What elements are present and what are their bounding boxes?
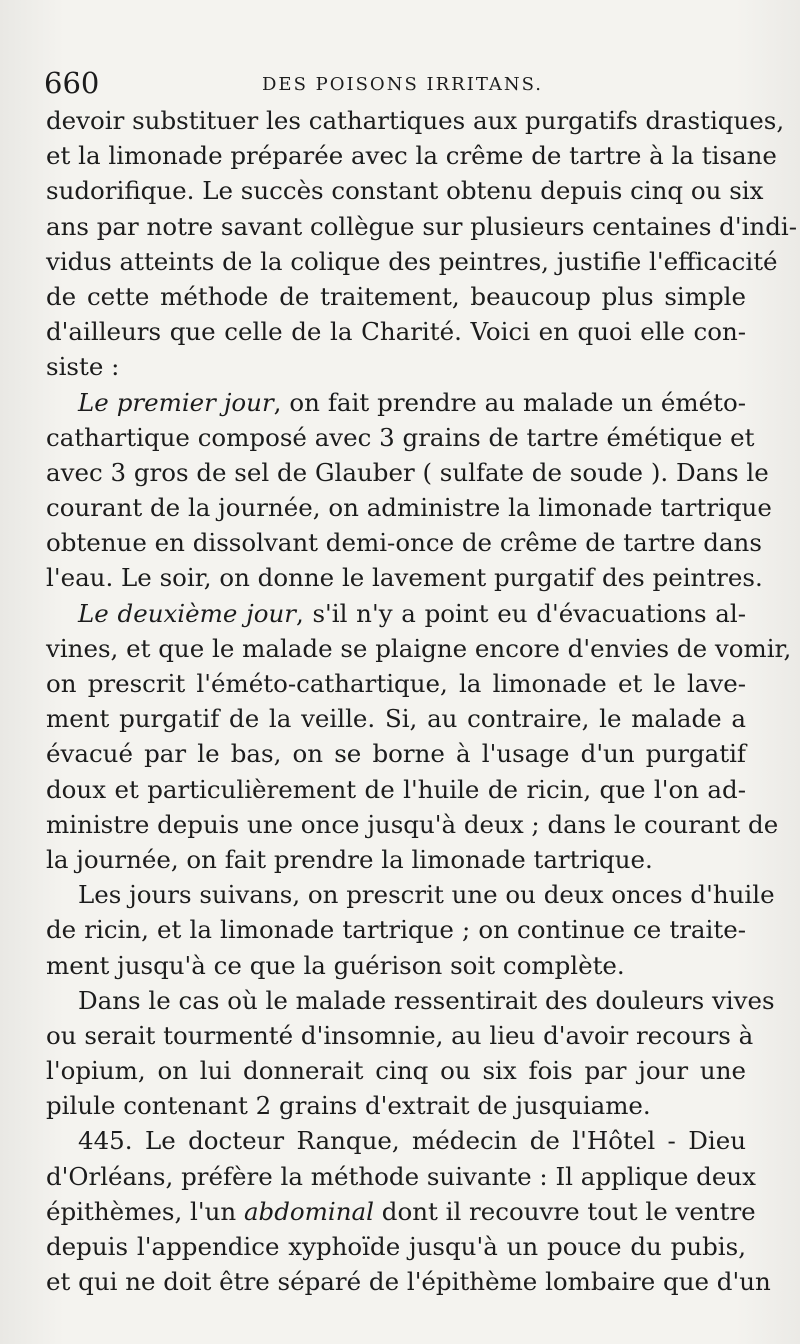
text-run: ans par notre savant collègue sur plusieurs centaines d'indi- (46, 211, 798, 241)
text-run: Les jours suivans, on prescrit une ou deux onces d'huile (78, 880, 775, 910)
text-run: évacué par le bas, on se borne à l'usage d'un purgatif (46, 739, 746, 769)
text-run: on prescrit l'éméto-cathartique, la limonade et le lave- (46, 669, 746, 698)
text-run: d'ailleurs que celle de la Charité. Voici en quoi elle con- (46, 317, 746, 347)
text-run: d'Orléans, préfère la méthode suivante : Il applique deux (46, 1161, 756, 1191)
text-run: épithèmes, l'un (46, 1196, 244, 1226)
text-run: et qui ne doit être séparé de l'épithème lombaire que d'un (46, 1267, 771, 1297)
italic-phrase: Le deuxième jour (78, 598, 296, 628)
text-run: depuis l'appendice xyphoïde jusqu'à un pouce du pubis, (46, 1232, 746, 1261)
text-line (46, 666, 746, 701)
text-line (46, 103, 785, 138)
text-line (46, 1159, 756, 1194)
text-run: courant de la journée, on administre la limonade tartrique (46, 493, 772, 523)
text-line (46, 736, 746, 771)
text-run: et la limonade préparée avec la crême de tartre à la tisane (46, 141, 777, 171)
text-run: pilule contenant 2 grains d'extrait de jusquiame. (46, 1091, 651, 1121)
italic-phrase: Le premier jour (78, 387, 274, 417)
text-line (46, 701, 746, 736)
text-run: de ricin, et la limonade tartrique ; on continue ce traite- (46, 915, 746, 945)
text-line (46, 596, 746, 631)
text-run: ment jusqu'à ce que la guérison soit complète. (46, 950, 625, 980)
text-line (46, 631, 792, 666)
text-run: , s'il n'y a point eu d'évacuations al- (295, 598, 746, 628)
text-line (46, 1194, 756, 1229)
text-line (46, 1088, 746, 1123)
text-run: dont il recouvre tout le ventre (373, 1196, 756, 1226)
page-number: 660 (44, 66, 100, 100)
text-line (46, 772, 746, 807)
text-run: sudorifique. Le succès constant obtenu depuis cinq ou six (46, 176, 764, 206)
text-line (46, 385, 746, 420)
text-run: vidus atteints de la colique des peintres, justifie l'efficacité (46, 246, 778, 276)
text-line (46, 1053, 746, 1088)
text-run: de cette méthode de traitement, beaucoup plus simple (46, 281, 746, 311)
italic-phrase: abdominal (243, 1196, 374, 1226)
text-line (46, 1264, 771, 1299)
text-run: la journée, on fait prendre la limonade tartrique. (46, 844, 653, 874)
text-line (46, 912, 746, 947)
text-line (46, 1018, 754, 1053)
text-line (46, 314, 746, 349)
text-line (46, 525, 762, 560)
text-run: l'opium, on lui donnerait cinq ou six fois par jour une (46, 1056, 746, 1086)
text-line (46, 138, 777, 173)
text-line (46, 842, 746, 877)
text-line (46, 455, 769, 490)
text-line (46, 244, 778, 279)
text-run: , on fait prendre au malade un éméto- (273, 387, 746, 417)
text-line (46, 807, 779, 842)
text-line (46, 948, 746, 983)
text-run: l'eau. Le soir, on donne le lavement purgatif des peintres. (46, 563, 763, 593)
text-run: siste : (46, 352, 120, 382)
text-run: avec 3 gros de sel de Glauber ( sulfate de soude ). Dans le (46, 457, 769, 487)
text-line (46, 349, 746, 384)
page-header (44, 66, 744, 106)
text-run: devoir substituer les cathartiques aux purgatifs drastiques, (46, 106, 785, 135)
text-line (46, 983, 775, 1018)
text-line (46, 173, 764, 208)
text-line (46, 490, 772, 525)
text-run: vines, et que le malade se plaigne encore d'envies de vomir, (46, 633, 792, 663)
text-line (46, 279, 746, 314)
text-run: ou serait tourmenté d'insomnie, au lieu d'avoir recours à (46, 1020, 754, 1050)
text-line (46, 209, 798, 244)
text-line (46, 877, 775, 912)
text-run: obtenue en dissolvant demi-once de crême de tartre dans (46, 528, 762, 558)
text-line (46, 560, 763, 595)
text-run: doux et particulièrement de l'huile de ricin, que l'on ad- (46, 774, 746, 804)
running-title: DES POISONS IRRITANS. (262, 74, 544, 95)
text-line (46, 1229, 746, 1264)
text-run: ment purgatif de la veille. Si, au contraire, le malade a (46, 704, 746, 734)
text-line (46, 1123, 746, 1158)
text-run: cathartique composé avec 3 grains de tartre émétique et (46, 422, 755, 452)
text-run: Dans le cas où le malade ressentirait des douleurs vives (78, 985, 775, 1015)
text-line (46, 420, 755, 455)
text-run: 445. Le docteur Ranque, médecin de l'Hôtel - Dieu (78, 1126, 746, 1156)
text-run: ministre depuis une once jusqu'à deux ; dans le courant de (46, 809, 779, 839)
body-text (46, 103, 798, 1299)
